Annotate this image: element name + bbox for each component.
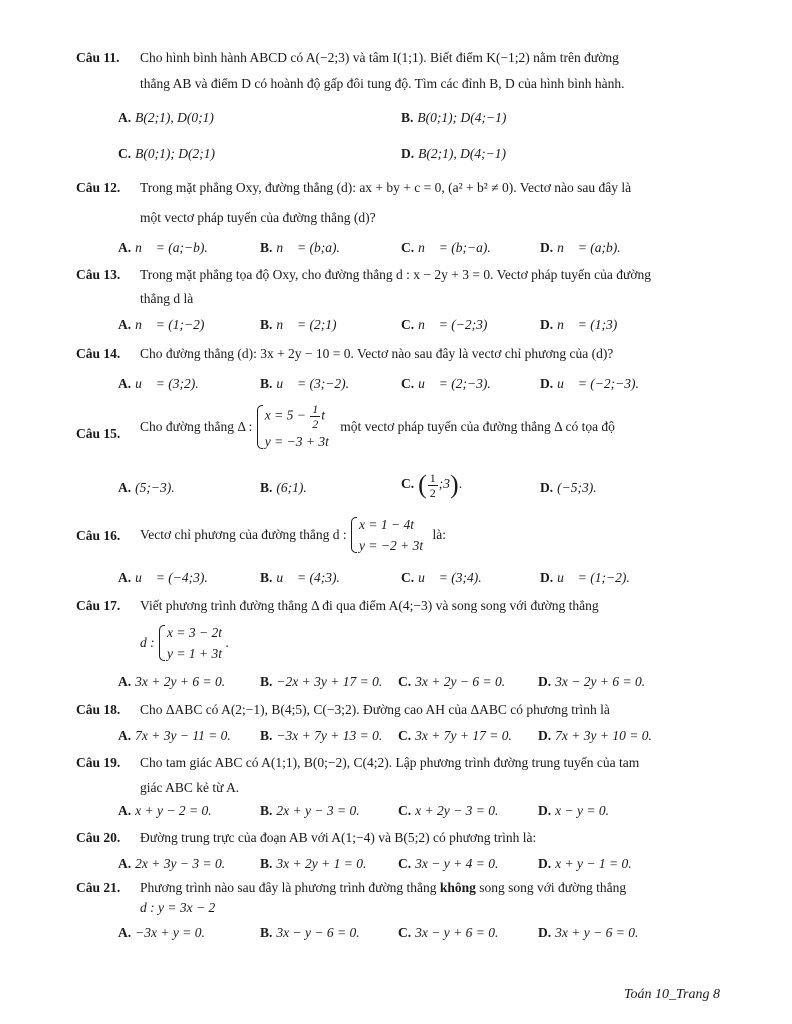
- option-c: C. u⃗ = (2;−3).: [401, 376, 491, 391]
- question-text: thẳng d là: [140, 291, 194, 306]
- question-11: [76, 50, 726, 170]
- option-b: B. u⃗ = (4;3).: [260, 570, 340, 585]
- question-20: [76, 830, 726, 880]
- option-a: A. u⃗ = (3;2).: [118, 376, 199, 391]
- option-d: D. u⃗ = (1;−2).: [540, 570, 630, 585]
- option-a: A. u⃗ = (−4;3).: [118, 570, 208, 585]
- option-a: A. B(2;1), D(0;1): [118, 110, 214, 125]
- option-c: C. x + 2y − 3 = 0.: [398, 803, 499, 818]
- option-b: B. n⃗ = (b;a).: [260, 240, 340, 255]
- question-number: Câu 14.: [76, 346, 121, 361]
- question-text: d : x = 3 − 2t y = 1 + 3t .: [140, 622, 229, 664]
- question-number: Câu 16.: [76, 528, 121, 543]
- page-footer: Toán 10_Trang 8: [624, 987, 720, 1002]
- question-text: Trong mặt phẳng tọa độ Oxy, cho đường thẳng d : x − 2y + 3 = 0. Vectơ pháp tuyến của đường: [140, 267, 651, 282]
- question-number: Câu 19.: [76, 755, 121, 770]
- option-b: B. 2x + y − 3 = 0.: [260, 803, 360, 818]
- option-c: C. n⃗ = (−2;3): [401, 317, 488, 332]
- question-text: Cho ΔABC có A(2;−1), B(4;5), C(−3;2). Đường cao AH của ΔABC có phương trình là: [140, 702, 610, 717]
- option-c: C. ( $\frac{1}{2}$ ;3).: [401, 470, 463, 500]
- question-16: [76, 514, 726, 584]
- question-12: [76, 180, 726, 260]
- question-number: Câu 21.: [76, 880, 121, 895]
- option-c: C. 3x + 7y + 17 = 0.: [398, 728, 512, 743]
- question-14: [76, 346, 726, 396]
- question-text: Đường trung trực của đoạn AB với A(1;−4) và B(5;2) có phương trình là:: [140, 830, 537, 845]
- question-text: thẳng AB và điểm D có hoành độ gấp đôi tung độ. Tìm các đỉnh B, D của hình bình hành.: [140, 76, 625, 91]
- question-number: Câu 18.: [76, 702, 121, 717]
- option-d: D. n⃗ = (a;b).: [540, 240, 621, 255]
- question-text: giác ABC kẻ từ A.: [140, 780, 240, 795]
- question-number: Câu 20.: [76, 830, 121, 845]
- parametric-system: x = 5 − $\frac{1}{2}$ t y = −3 + 3t: [256, 402, 329, 452]
- question-text: Phương trình nào sau đây là phương trình đường thẳng không song song với đường thẳng: [140, 880, 627, 895]
- option-a: A. −3x + y = 0.: [118, 925, 205, 940]
- question-13: [76, 267, 726, 337]
- option-b: B. −2x + 3y + 17 = 0.: [260, 674, 383, 689]
- option-a: A. n⃗ = (a;−b).: [118, 240, 208, 255]
- option-d: D. 3x + y − 6 = 0.: [538, 925, 639, 940]
- option-a: A. n⃗ = (1;−2): [118, 317, 205, 332]
- question-text: d : y = 3x − 2: [140, 900, 216, 915]
- question-text: Trong mặt phẳng Oxy, đường thẳng (d): ax + by + c = 0, (a² + b² ≠ 0). Vectơ nào sau đây là: [140, 180, 632, 195]
- option-c: C. 3x − y + 4 = 0.: [398, 856, 499, 871]
- parametric-system: x = 1 − 4t y = −2 + 3t: [350, 514, 423, 556]
- option-b: B. u⃗ = (3;−2).: [260, 376, 349, 391]
- option-a: A. 2x + 3y − 3 = 0.: [118, 856, 226, 871]
- option-d: D. u⃗ = (−2;−3).: [540, 376, 639, 391]
- option-b: B. 3x + 2y + 1 = 0.: [260, 856, 367, 871]
- option-b: B. 3x − y − 6 = 0.: [260, 925, 360, 940]
- question-19: [76, 755, 726, 825]
- question-text: Cho đường thẳng (d): 3x + 2y − 10 = 0. Vectơ nào sau đây là vectơ chỉ phương của (d)?: [140, 346, 614, 361]
- question-text: Vectơ chỉ phương của đường thẳng d : x = 1 − 4t y = −2 + 3t là:: [140, 514, 446, 556]
- question-number: Câu 12.: [76, 180, 121, 195]
- option-b: B. B(0;1); D(4;−1): [401, 110, 507, 125]
- option-d: D. B(2;1), D(4;−1): [401, 146, 506, 161]
- question-number: Câu 11.: [76, 50, 120, 65]
- option-d: D. x + y − 1 = 0.: [538, 856, 632, 871]
- question-15: [76, 402, 726, 502]
- question-18: [76, 702, 726, 752]
- option-c: C. 3x − y + 6 = 0.: [398, 925, 499, 940]
- option-d: D. 7x + 3y + 10 = 0.: [538, 728, 652, 743]
- option-b: B. n⃗ = (2;1): [260, 317, 337, 332]
- option-c: C. n⃗ = (b;−a).: [401, 240, 491, 255]
- option-a: A. (5;−3).: [118, 480, 175, 495]
- option-b: B. (6;1).: [260, 480, 307, 495]
- option-d: D. n⃗ = (1;3): [540, 317, 618, 332]
- question-text: Cho đường thẳng Δ : x = 5 − $\frac{1}{2}$ t y = −3 + 3t một vectơ pháp tuyến của đường thẳng Δ có tọa độ: [140, 402, 615, 452]
- option-d: D. 3x − 2y + 6 = 0.: [538, 674, 646, 689]
- question-17: [76, 598, 726, 698]
- parametric-system: x = 3 − 2t y = 1 + 3t: [158, 622, 222, 664]
- question-text: Cho hình bình hành ABCD có A(−2;3) và tâm I(1;1). Biết điểm K(−1;2) nằm trên đường: [140, 50, 619, 65]
- question-number: Câu 15.: [76, 426, 121, 441]
- option-c: C. u⃗ = (3;4).: [401, 570, 482, 585]
- option-d: D. (−5;3).: [540, 480, 597, 495]
- question-text: Cho tam giác ABC có A(1;1), B(0;−2), C(4;2). Lập phương trình đường trung tuyến của tam: [140, 755, 640, 770]
- question-text: một vectơ pháp tuyến của đường thẳng (d)?: [140, 210, 376, 225]
- option-d: D. x − y = 0.: [538, 803, 609, 818]
- option-c: C. 3x + 2y − 6 = 0.: [398, 674, 506, 689]
- option-c: C. B(0;1); D(2;1): [118, 146, 215, 161]
- option-a: A. 3x + 2y + 6 = 0.: [118, 674, 226, 689]
- question-number: Câu 13.: [76, 267, 121, 282]
- option-b: B. −3x + 7y + 13 = 0.: [260, 728, 383, 743]
- option-a: A. x + y − 2 = 0.: [118, 803, 212, 818]
- question-number: Câu 17.: [76, 598, 121, 613]
- question-21: [76, 880, 726, 960]
- option-a: A. 7x + 3y − 11 = 0.: [118, 728, 231, 743]
- question-text: Viết phương trình đường thẳng Δ đi qua điểm A(4;−3) và song song với đường thẳng: [140, 598, 599, 613]
